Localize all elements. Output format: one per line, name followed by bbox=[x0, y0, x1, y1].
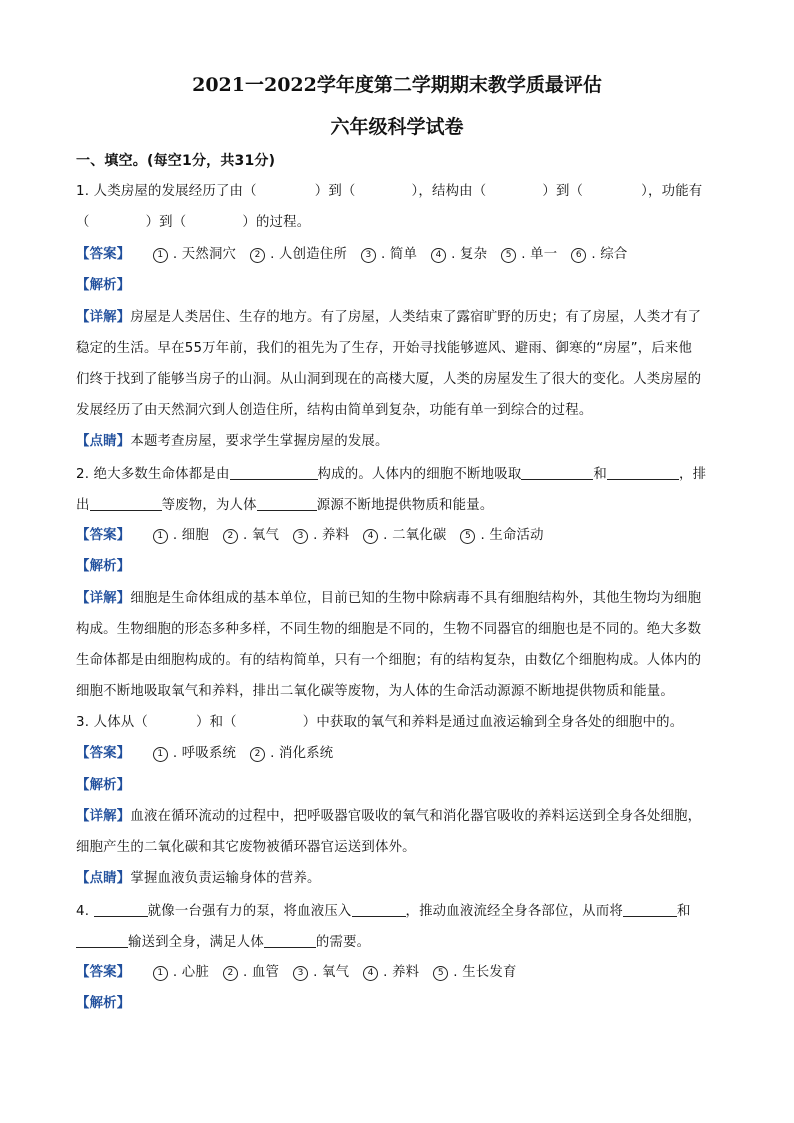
answer-text: . 细胞 bbox=[172, 528, 209, 543]
answer-option bbox=[501, 246, 557, 264]
answer-option bbox=[571, 246, 627, 264]
q4-text: 就像一台强有力的泵，将血液压入 bbox=[147, 904, 352, 919]
answer-option bbox=[223, 527, 279, 545]
q1-text: 1. 人类房屋的发展经历了由（ bbox=[76, 184, 257, 199]
detail-label: 【详解】 bbox=[76, 591, 131, 606]
circled-number: 1 bbox=[153, 529, 168, 544]
answer-option bbox=[250, 246, 347, 264]
answer-text: . 血管 bbox=[242, 965, 280, 980]
q3-text: 3. 人体从（ bbox=[76, 715, 148, 730]
q4-answers bbox=[153, 964, 531, 982]
circled-number: 4 bbox=[363, 966, 378, 981]
answer-option bbox=[250, 745, 333, 763]
q1-text: ），结构由（ bbox=[411, 184, 487, 199]
q4-text: 输送到全身，满足人体 bbox=[128, 935, 264, 950]
answer-option bbox=[293, 964, 349, 982]
detail-label: 【详解】 bbox=[76, 310, 131, 325]
answer-text: . 复杂 bbox=[451, 247, 488, 262]
answer-blank bbox=[264, 933, 316, 948]
q2-text: 出 bbox=[76, 498, 90, 513]
section-heading: 一、填空。(每空1分，共31分) bbox=[76, 153, 276, 169]
answer-text: . 天然洞穴 bbox=[172, 247, 237, 262]
q2-detail-3: 生命体都是由细胞构成的。有的结构简单，只有一个细胞；有的结构复杂，由数亿个细胞构成。人体内的 bbox=[76, 653, 702, 668]
answer-text: . 养料 bbox=[383, 965, 420, 980]
circled-number: 2 bbox=[250, 747, 265, 762]
answer-blank bbox=[607, 465, 679, 480]
q2-text: 和 bbox=[593, 467, 607, 482]
q3-detail-1 bbox=[76, 808, 726, 826]
answer-label: 【答案】 bbox=[76, 965, 131, 980]
question-2-line-2 bbox=[76, 496, 726, 515]
circled-number: 1 bbox=[153, 747, 168, 762]
circled-number: 1 bbox=[153, 966, 168, 981]
answer-blank bbox=[257, 496, 317, 511]
answer-option bbox=[153, 964, 209, 982]
point-label: 【点睛】 bbox=[76, 871, 131, 886]
answer-option bbox=[431, 246, 487, 264]
q2-text: ，排 bbox=[679, 467, 707, 482]
answer-blank bbox=[94, 902, 148, 917]
answer-blank bbox=[76, 933, 128, 948]
q1-text: ），功能有 bbox=[641, 184, 703, 199]
answer-option bbox=[153, 527, 209, 545]
answer-option bbox=[363, 964, 419, 982]
q3-answers bbox=[153, 745, 348, 763]
q4-analysis-label bbox=[76, 995, 726, 1013]
answer-text: . 人创造住所 bbox=[270, 247, 347, 262]
analysis-label: 【解析】 bbox=[76, 559, 131, 574]
answer-text: . 养料 bbox=[313, 528, 350, 543]
q3-detail-2: 细胞产生的二氧化碳和其它废物被循环器官运送到体外。 bbox=[76, 840, 416, 855]
answer-text: . 氧气 bbox=[242, 528, 280, 543]
answer-blank bbox=[623, 902, 677, 917]
q4-answer-row bbox=[76, 964, 726, 982]
answer-blank bbox=[90, 496, 162, 511]
answer-option bbox=[361, 246, 417, 264]
circled-number: 6 bbox=[571, 248, 586, 263]
answer-option bbox=[363, 527, 446, 545]
answer-text: . 心脏 bbox=[172, 965, 209, 980]
q1-text: （ bbox=[76, 215, 90, 230]
q1-text: ）的过程。 bbox=[242, 215, 311, 230]
q1-text: ）到（ bbox=[314, 184, 356, 199]
circled-number: 2 bbox=[223, 529, 238, 544]
q1-detail-2: 稳定的生活。早在55万年前，我们的祖先为了生存，开始寻找能够遮风、避雨、御寒的“房屋”，后来他 bbox=[76, 341, 693, 356]
q3-answer-row bbox=[76, 745, 726, 763]
answer-blank bbox=[230, 465, 318, 480]
circled-number: 4 bbox=[431, 248, 446, 263]
q1-detail-1 bbox=[76, 309, 726, 327]
circled-number: 1 bbox=[153, 248, 168, 263]
question-3 bbox=[76, 714, 726, 732]
circled-number: 3 bbox=[293, 529, 308, 544]
answer-text: . 单一 bbox=[521, 247, 558, 262]
q2-text: 2. 绝大多数生命体都是由 bbox=[76, 467, 230, 482]
circled-number: 5 bbox=[501, 248, 516, 263]
detail-text: 细胞是生命体组成的基本单位，目前已知的生物中除病毒不具有细胞结构外，其他生物均为细胞 bbox=[130, 591, 702, 606]
q1-text: ）到（ bbox=[542, 184, 584, 199]
circled-number: 2 bbox=[223, 966, 238, 981]
question-1-line-2 bbox=[76, 214, 726, 232]
answer-label: 【答案】 bbox=[76, 528, 131, 543]
q2-detail-4: 细胞不断地吸取氧气和养料，排出二氧化碳等废物，为人体的生命活动源源不断地提供物质和能量。 bbox=[76, 684, 674, 699]
q1-analysis-label bbox=[76, 277, 726, 295]
q1-answers bbox=[153, 246, 642, 264]
q2-analysis-label bbox=[76, 558, 726, 576]
answer-text: . 二氧化碳 bbox=[383, 528, 447, 543]
answer-label: 【答案】 bbox=[76, 746, 131, 761]
q2-text: 源源不断地提供物质和能量。 bbox=[316, 498, 494, 513]
q1-detail-4: 发展经历了由天然洞穴到人创造住所，结构由简单到复杂，功能有单一到综合的过程。 bbox=[76, 403, 593, 418]
q2-answers bbox=[153, 527, 558, 545]
q1-detail-3: 们终于找到了能够当房子的山洞。从山洞到现在的高楼大厦，人类的房屋发生了很大的变化。人类房屋的 bbox=[76, 372, 702, 387]
answer-text: . 生命活动 bbox=[480, 528, 544, 543]
analysis-label: 【解析】 bbox=[76, 996, 131, 1011]
answer-option bbox=[293, 527, 349, 545]
q1-text: ）到（ bbox=[145, 215, 187, 230]
question-4-line-2 bbox=[76, 933, 726, 952]
analysis-label: 【解析】 bbox=[76, 278, 131, 293]
circled-number: 4 bbox=[363, 529, 378, 544]
q1-answer-row bbox=[76, 246, 726, 264]
point-label: 【点睛】 bbox=[76, 434, 131, 449]
question-4-line-1 bbox=[76, 902, 726, 921]
q4-text: 4. bbox=[76, 904, 94, 919]
q4-text: 和 bbox=[676, 904, 691, 919]
point-text: 掌握血液负责运输身体的营养。 bbox=[130, 871, 321, 886]
answer-text: . 综合 bbox=[591, 247, 628, 262]
answer-option bbox=[223, 964, 279, 982]
circled-number: 2 bbox=[250, 248, 265, 263]
answer-text: . 简单 bbox=[381, 247, 418, 262]
detail-text: 血液在循环流动的过程中，把呼吸器官吸收的氧气和消化器官吸收的养料运送到全身各处细胞， bbox=[130, 809, 702, 824]
answer-text: . 生长发育 bbox=[453, 965, 517, 980]
q2-text: 等废物，为人体 bbox=[161, 498, 257, 513]
answer-option bbox=[153, 246, 236, 264]
exam-title: 2021一2022学年度第二学期期末教学质最评估 bbox=[192, 74, 602, 96]
detail-text: 房屋是人类居住、生存的地方。有了房屋，人类结束了露宿旷野的历史；有了房屋，人类才有了 bbox=[130, 310, 702, 325]
q2-text: 构成的。人体内的细胞不断地吸取 bbox=[317, 467, 522, 482]
q2-detail-2: 构成。生物细胞的形态多种多样，不同生物的细胞是不同的，生物不同器官的细胞也是不同的。绝大多数 bbox=[76, 622, 702, 637]
answer-text: . 消化系统 bbox=[270, 746, 334, 761]
circled-number: 5 bbox=[460, 529, 475, 544]
q2-answer-row bbox=[76, 527, 726, 545]
q3-text: ）中获取的氧气和养料是通过血液运输到全身各处的细胞中的。 bbox=[302, 715, 684, 730]
question-2-line-1 bbox=[76, 465, 726, 484]
answer-text: . 氧气 bbox=[313, 965, 350, 980]
answer-label: 【答案】 bbox=[76, 247, 131, 262]
answer-blank bbox=[352, 902, 406, 917]
detail-label: 【详解】 bbox=[76, 809, 131, 824]
q3-text: ）和（ bbox=[196, 715, 237, 730]
answer-option bbox=[460, 527, 543, 545]
answer-text: . 呼吸系统 bbox=[172, 746, 237, 761]
question-1-line-1 bbox=[76, 183, 726, 201]
q1-point bbox=[76, 433, 726, 451]
q2-detail-1 bbox=[76, 590, 726, 608]
answer-option bbox=[433, 964, 516, 982]
answer-option bbox=[153, 745, 236, 763]
answer-blank bbox=[521, 465, 593, 480]
circled-number: 3 bbox=[361, 248, 376, 263]
circled-number: 3 bbox=[293, 966, 308, 981]
circled-number: 5 bbox=[433, 966, 448, 981]
exam-subtitle: 六年级科学试卷 bbox=[330, 116, 464, 138]
q4-text: 的需要。 bbox=[315, 935, 371, 950]
analysis-label: 【解析】 bbox=[76, 778, 131, 793]
point-text: 本题考查房屋，要求学生掌握房屋的发展。 bbox=[130, 434, 389, 449]
q3-point bbox=[76, 870, 726, 888]
q4-text: ，推动血液流经全身各部位，从而将 bbox=[405, 904, 623, 919]
q3-analysis-label bbox=[76, 777, 726, 795]
